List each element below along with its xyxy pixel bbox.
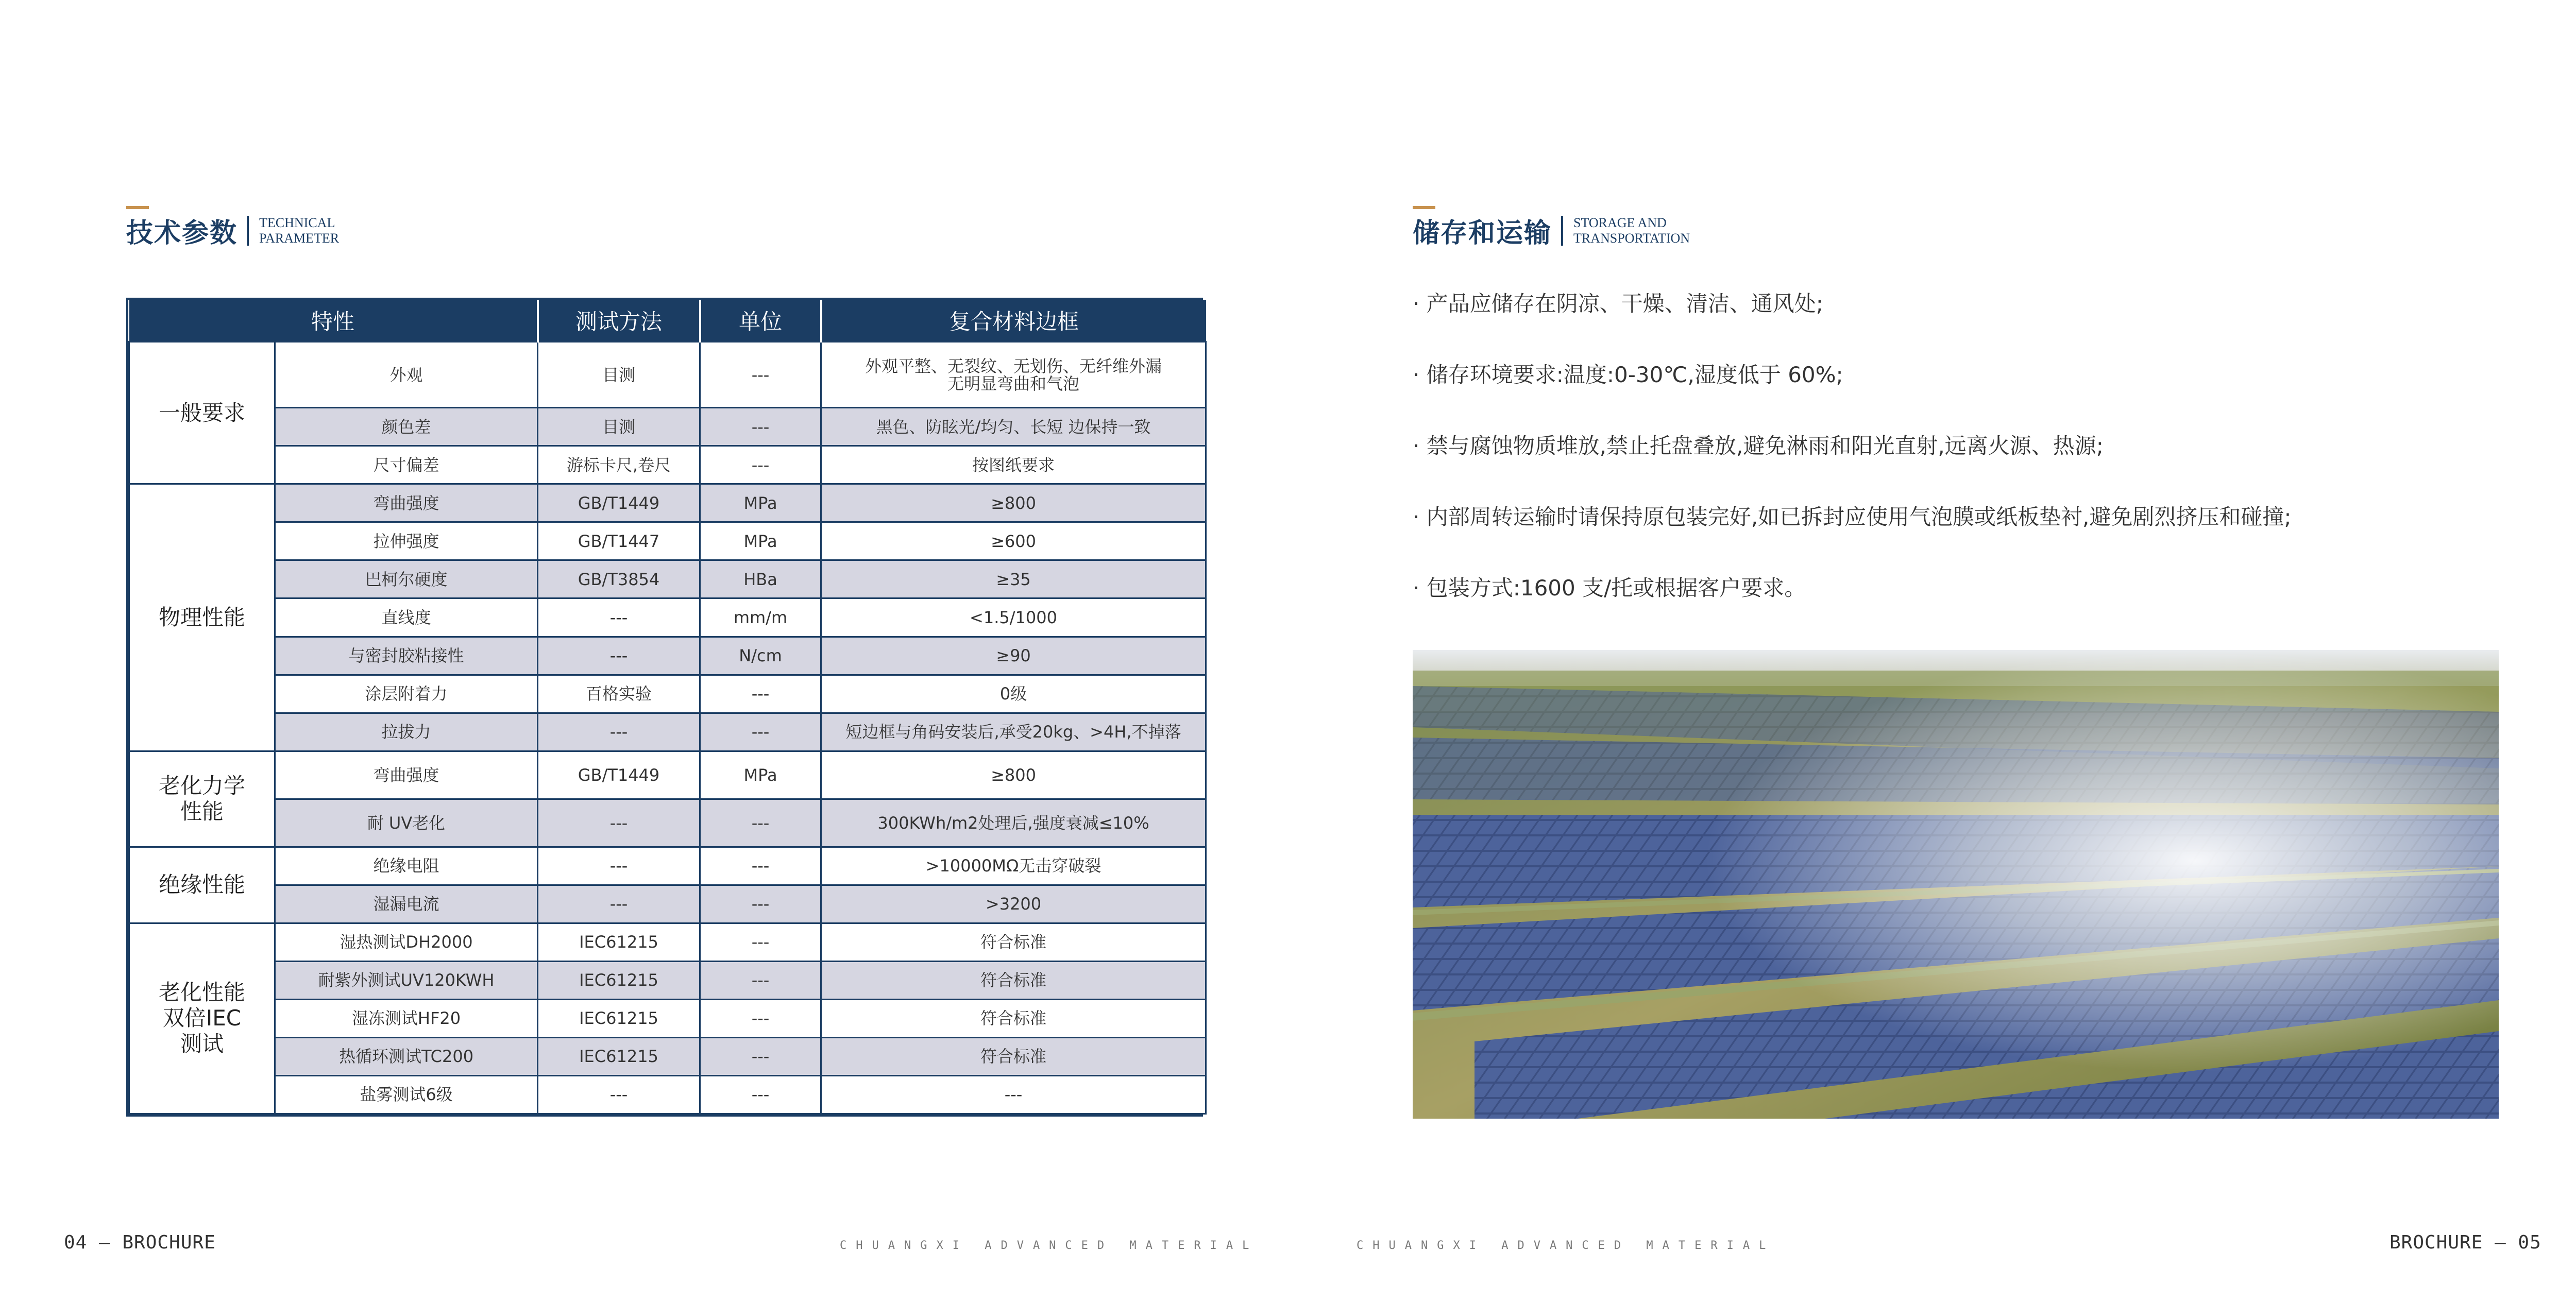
value-cell: 符合标准 [821, 961, 1206, 999]
unit-cell: HBa [700, 560, 821, 598]
table-row [129, 342, 1206, 408]
unit-cell: --- [700, 799, 821, 847]
page-number-right: BROCHURE — 05 [2389, 1232, 2541, 1253]
bullet-item: · 产品应储存在阴凉、干燥、清洁、通风处; [1413, 291, 1823, 316]
value-cell: ≥800 [821, 484, 1206, 522]
unit-cell: --- [700, 847, 821, 885]
table-row [129, 923, 1206, 961]
value-cell: 0级 [821, 675, 1206, 713]
storage-bullet-list [1413, 288, 2515, 644]
bullet-item: · 包装方式:1600 支/托或根据客户要求。 [1413, 575, 1806, 601]
unit-cell: --- [700, 923, 821, 961]
solar-panel-photo [1413, 650, 2499, 1119]
item-cell: 湿漏电流 [275, 885, 538, 923]
unit-cell: --- [700, 342, 821, 408]
heading-cn: 技术参数 [126, 217, 238, 249]
unit-cell: mm/m [700, 598, 821, 637]
value-cell: ≥90 [821, 637, 1206, 675]
item-cell: 拉拔力 [275, 713, 538, 751]
table-row [129, 522, 1206, 560]
unit-cell: MPa [700, 522, 821, 560]
page-number-left: 04 — BROCHURE [64, 1232, 216, 1253]
item-cell: 尺寸偏差 [275, 446, 538, 484]
category-cell: 物理性能 [129, 484, 275, 751]
table-row [129, 484, 1206, 522]
value-cell: 符合标准 [821, 1037, 1206, 1075]
method-cell: IEC61215 [538, 923, 700, 961]
unit-cell: --- [700, 961, 821, 999]
unit-cell: --- [700, 713, 821, 751]
heading-en: STORAGE AND TRANSPORTATION [1573, 215, 1690, 246]
unit-cell: --- [700, 1075, 821, 1113]
item-cell: 弯曲强度 [275, 484, 538, 522]
header-property: 特性 [129, 300, 538, 342]
heading-en: TECHNICAL PARAMETER [259, 215, 340, 246]
item-cell: 湿热测试DH2000 [275, 923, 538, 961]
item-cell: 拉伸强度 [275, 522, 538, 560]
value-cell: 黑色、防眩光/均匀、长短 边保持一致 [821, 408, 1206, 446]
table-row [129, 598, 1206, 637]
item-cell: 弯曲强度 [275, 751, 538, 799]
item-cell: 湿冻测试HF20 [275, 999, 538, 1037]
bullet-item: · 内部周转运输时请保持原包装完好,如已拆封应使用气泡膜或纸板垫衬,避免剧烈挤压和碰撞; [1413, 504, 2292, 529]
heading-divider [247, 216, 249, 246]
item-cell: 与密封胶粘接性 [275, 637, 538, 675]
header-value: 复合材料边框 [821, 300, 1206, 342]
value-cell: ≥600 [821, 522, 1206, 560]
unit-cell: --- [700, 1037, 821, 1075]
table-row [129, 560, 1206, 598]
item-cell: 盐雾测试6级 [275, 1075, 538, 1113]
accent-bar-left [126, 206, 149, 209]
header-unit: 单位 [700, 300, 821, 342]
value-cell: 按图纸要求 [821, 446, 1206, 484]
table-row [129, 847, 1206, 885]
bullet-item: · 禁与腐蚀物质堆放,禁止托盘叠放,避免淋雨和阳光直射,远离火源、热源; [1413, 433, 2104, 458]
value-cell: --- [821, 1075, 1206, 1113]
item-cell: 热循环测试TC200 [275, 1037, 538, 1075]
value-cell: <1.5/1000 [821, 598, 1206, 637]
method-cell: --- [538, 637, 700, 675]
unit-cell: --- [700, 446, 821, 484]
item-cell: 涂层附着力 [275, 675, 538, 713]
item-cell: 绝缘电阻 [275, 847, 538, 885]
unit-cell: MPa [700, 751, 821, 799]
method-cell: 游标卡尺,卷尺 [538, 446, 700, 484]
header-method: 测试方法 [538, 300, 700, 342]
method-cell: --- [538, 799, 700, 847]
item-cell: 颜色差 [275, 408, 538, 446]
section-heading-technical [126, 211, 339, 250]
table-row [129, 1075, 1206, 1113]
table-row [129, 885, 1206, 923]
method-cell: 目测 [538, 408, 700, 446]
method-cell: IEC61215 [538, 1037, 700, 1075]
method-cell: --- [538, 1075, 700, 1113]
value-cell: >3200 [821, 885, 1206, 923]
value-cell: 符合标准 [821, 923, 1206, 961]
table-row [129, 1037, 1206, 1075]
item-cell: 外观 [275, 342, 538, 408]
table-row [129, 408, 1206, 446]
table-row [129, 961, 1206, 999]
value-cell: >10000MΩ无击穿破裂 [821, 847, 1206, 885]
value-cell: 外观平整、无裂纹、无划伤、无纤维外漏 无明显弯曲和气泡 [821, 342, 1206, 408]
table-row [129, 751, 1206, 799]
category-cell: 一般要求 [129, 342, 275, 484]
brand-line-left: CHUANGXI ADVANCED MATERIAL [840, 1239, 1259, 1252]
unit-cell: --- [700, 675, 821, 713]
table-row [129, 799, 1206, 847]
unit-cell: --- [700, 885, 821, 923]
unit-cell: --- [700, 408, 821, 446]
value-cell: ≥35 [821, 560, 1206, 598]
table-row [129, 446, 1206, 484]
category-cell: 老化力学 性能 [129, 751, 275, 847]
table-row [129, 999, 1206, 1037]
unit-cell: --- [700, 999, 821, 1037]
category-cell: 绝缘性能 [129, 847, 275, 923]
item-cell: 耐 UV老化 [275, 799, 538, 847]
method-cell: --- [538, 847, 700, 885]
value-cell: 300KWh/m2处理后,强度衰减≤10% [821, 799, 1206, 847]
unit-cell: N/cm [700, 637, 821, 675]
brand-line-right: CHUANGXI ADVANCED MATERIAL [1357, 1239, 1775, 1252]
method-cell: GB/T1449 [538, 484, 700, 522]
spec-table [126, 298, 1203, 1117]
method-cell: IEC61215 [538, 999, 700, 1037]
table-row [129, 675, 1206, 713]
table-header-row [129, 300, 1206, 342]
value-cell: 符合标准 [821, 999, 1206, 1037]
bullet-item: · 储存环境要求:温度:0-30℃,湿度低于 60%; [1413, 362, 1843, 387]
method-cell: GB/T1449 [538, 751, 700, 799]
method-cell: --- [538, 598, 700, 637]
heading-cn: 储存和运输 [1413, 217, 1552, 249]
method-cell: --- [538, 885, 700, 923]
item-cell: 直线度 [275, 598, 538, 637]
table-row [129, 713, 1206, 751]
unit-cell: MPa [700, 484, 821, 522]
method-cell: --- [538, 713, 700, 751]
item-cell: 耐紫外测试UV120KWH [275, 961, 538, 999]
value-cell: 短边框与角码安装后,承受20kg、>4H,不掉落 [821, 713, 1206, 751]
method-cell: IEC61215 [538, 961, 700, 999]
method-cell: 百格实验 [538, 675, 700, 713]
accent-bar-right [1413, 206, 1435, 209]
method-cell: 目测 [538, 342, 700, 408]
method-cell: GB/T1447 [538, 522, 700, 560]
value-cell: ≥800 [821, 751, 1206, 799]
item-cell: 巴柯尔硬度 [275, 560, 538, 598]
section-heading-storage [1413, 211, 1690, 250]
category-cell: 老化性能 双倍IEC 测试 [129, 923, 275, 1113]
table-row [129, 637, 1206, 675]
method-cell: GB/T3854 [538, 560, 700, 598]
heading-divider [1561, 216, 1563, 246]
